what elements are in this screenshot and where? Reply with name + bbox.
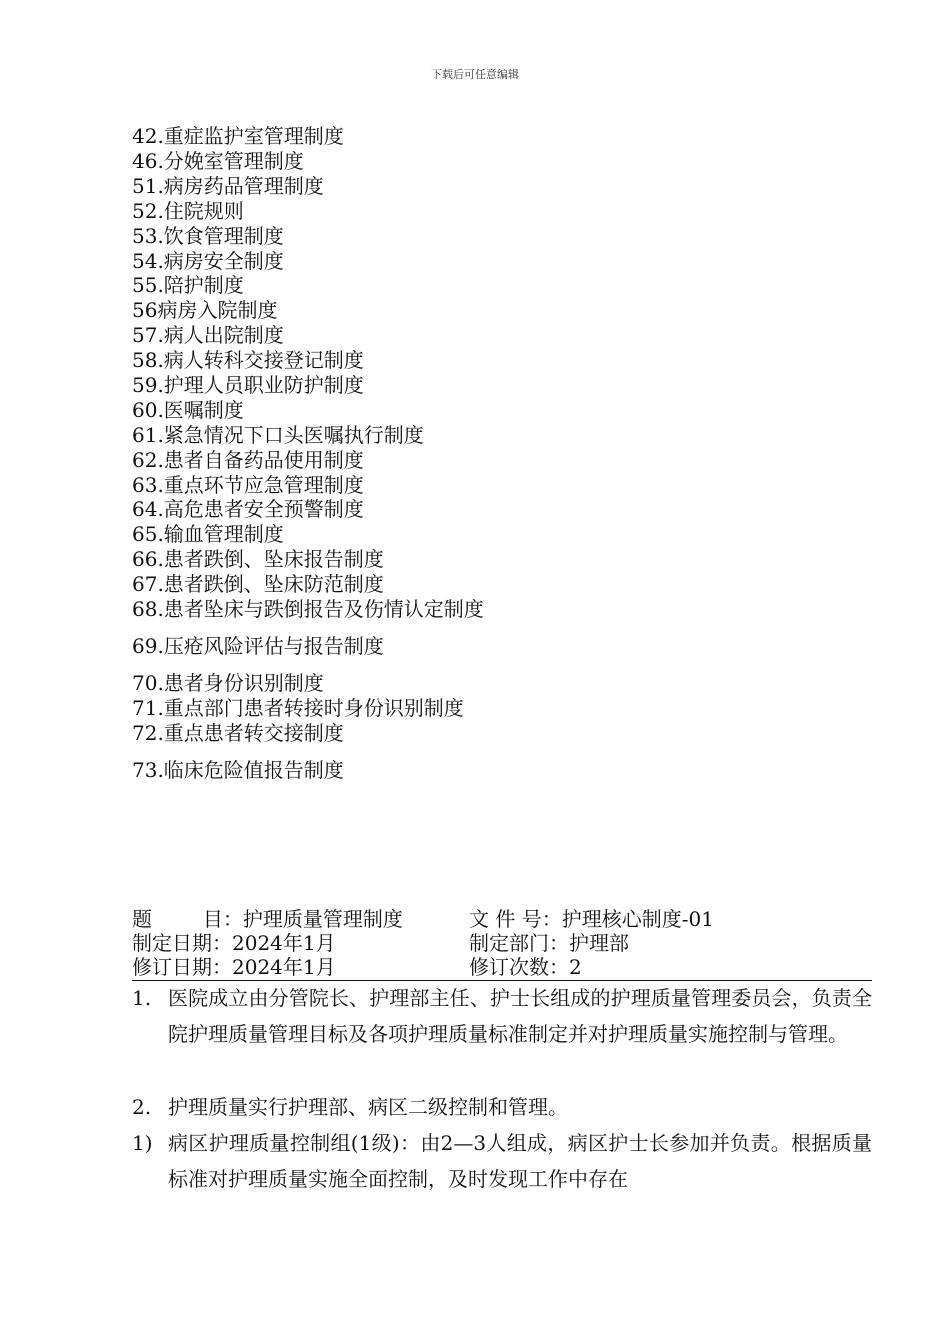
- toc-item: 56病房入院制度: [132, 298, 278, 322]
- toc-item: 59.护理人员职业防护制度: [132, 373, 364, 397]
- meta-row-revised: [132, 955, 872, 980]
- toc-item: 53.饮食管理制度: [132, 224, 284, 248]
- toc-item: 67.患者跌倒、坠床防范制度: [132, 572, 384, 596]
- paragraph-number: 1): [132, 1131, 153, 1155]
- title-value: 护理质量管理制度: [242, 907, 403, 931]
- paragraph: [132, 1089, 872, 1125]
- title-field: [132, 907, 403, 932]
- file-number-label: 文 件 号：: [469, 907, 562, 931]
- toc-item: 55.陪护制度: [132, 273, 244, 297]
- paragraph-text: 病区护理质量控制组(1级)：由2—3人组成，病区护士长参加并负责。根据质量标准对护理质量实施全面控制，及时发现工作中存在: [168, 1131, 872, 1191]
- title-label: 题 目：: [132, 907, 243, 931]
- toc-item: 64.高危患者安全预警制度: [132, 497, 364, 521]
- toc-item: 73.临床危险值报告制度: [132, 758, 344, 782]
- toc-item: 58.病人转科交接登记制度: [132, 348, 364, 372]
- file-number-value: 护理核心制度-01: [561, 907, 714, 931]
- revision-count-label: 修订次数：: [469, 955, 569, 979]
- paragraph-text: 医院成立由分管院长、护理部主任、护士长组成的护理质量管理委员会，负责全院护理质量管理目标及各项护理质量标准制定并对护理质量实施控制与管理。: [168, 986, 872, 1046]
- toc-item: 66.患者跌倒、坠床报告制度: [132, 547, 384, 571]
- paragraph-text: 护理质量实行护理部、病区二级控制和管理。: [168, 1095, 568, 1119]
- toc-item: 71.重点部门患者转接时身份识别制度: [132, 696, 464, 720]
- toc-item: 52.住院规则: [132, 199, 244, 223]
- revision-count-value: 2: [569, 955, 582, 979]
- department-value: 护理部: [569, 931, 629, 955]
- toc-item: 61.紧急情况下口头医嘱执行制度: [132, 423, 424, 447]
- toc-item: 60.医嘱制度: [132, 398, 244, 422]
- toc-item: 72.重点患者转交接制度: [132, 721, 344, 745]
- paragraph-number: 1.: [132, 986, 152, 1010]
- date-made-value: 2024年1月: [232, 931, 336, 955]
- paragraph-number: 2.: [132, 1095, 152, 1119]
- meta-row-title: [132, 907, 872, 932]
- toc-item: 54.病房安全制度: [132, 249, 284, 273]
- toc-item: 65.输血管理制度: [132, 522, 284, 546]
- department-field: [469, 931, 629, 956]
- date-made-field: [132, 931, 336, 956]
- date-revised-label: 修订日期：: [132, 955, 232, 979]
- page-header: 下载后可任意编辑: [431, 68, 519, 81]
- toc-item: 57.病人出院制度: [132, 323, 284, 347]
- date-revised-value: 2024年1月: [232, 955, 336, 979]
- date-made-label: 制定日期：: [132, 931, 232, 955]
- toc-item: 63.重点环节应急管理制度: [132, 473, 364, 497]
- paragraph: [132, 1125, 872, 1197]
- toc-item: 51.病房药品管理制度: [132, 174, 324, 198]
- toc-item: 70.患者身份识别制度: [132, 671, 324, 695]
- meta-row-made: [132, 931, 872, 956]
- department-label: 制定部门：: [469, 931, 569, 955]
- file-number-field: [469, 907, 714, 932]
- toc-item: 69.压疮风险评估与报告制度: [132, 634, 384, 658]
- toc-item: 68.患者坠床与跌倒报告及伤情认定制度: [132, 597, 484, 621]
- revision-count-field: [469, 955, 582, 980]
- toc-item: 46.分娩室管理制度: [132, 149, 304, 173]
- date-revised-field: [132, 955, 336, 980]
- paragraph: [132, 980, 872, 1052]
- toc-item: 42.重症监护室管理制度: [132, 124, 344, 148]
- toc-item: 62.患者自备药品使用制度: [132, 448, 364, 472]
